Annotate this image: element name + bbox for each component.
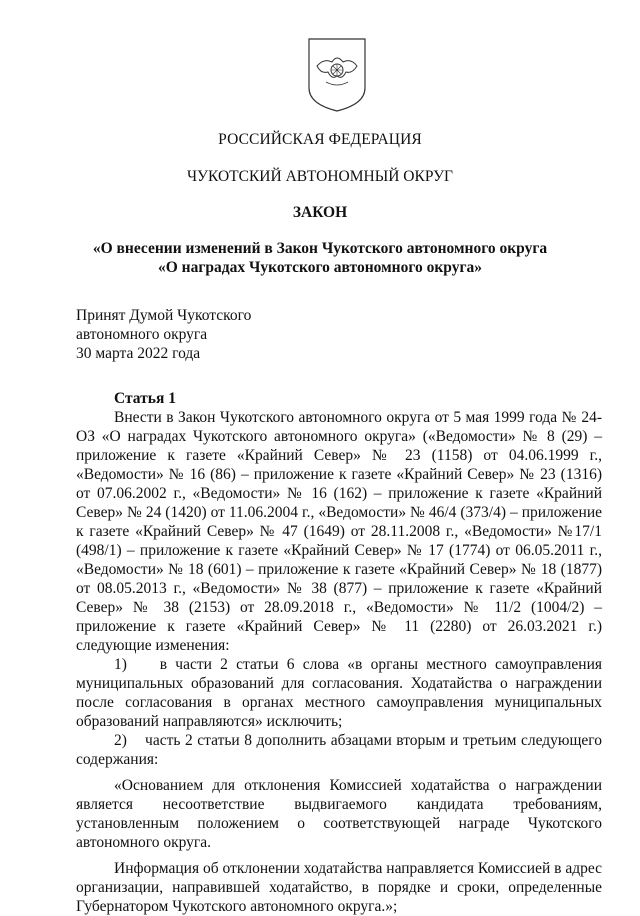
document-type-heading: ЗАКОН bbox=[292, 204, 348, 221]
quoted-paragraph-2: Информация об отклонении ходатайства направляется Комиссией в адрес организации, направившей ходатайство, в порядке и сроки, определенные Губернатором Чукотского автономного округа.»; bbox=[76, 860, 602, 915]
law-title-line-1: «О внесении изменений в Закон Чукотского автономного округа bbox=[92, 240, 548, 257]
article-heading: Статья 1 bbox=[114, 390, 176, 407]
quoted-paragraph-1: «Основанием для отклонения Комиссией ходатайства о награждении является несоответствие выдвигаемого кандидата требованиям, установленным положением о соответствующей награде Чукотского автономного округа. bbox=[76, 777, 602, 851]
adoption-line-2: автономного округа bbox=[76, 326, 208, 343]
adoption-info bbox=[76, 306, 251, 363]
law-title bbox=[0, 239, 640, 277]
adoption-date: 30 марта 2022 года bbox=[76, 345, 201, 362]
coat-of-arms-emblem bbox=[306, 36, 368, 114]
country-heading: РОССИЙСКАЯ ФЕДЕРАЦИЯ bbox=[218, 131, 422, 148]
region-heading: ЧУКОТСКИЙ АВТОНОМНЫЙ ОКРУГ bbox=[186, 168, 454, 185]
amendment-item-2: 2) часть 2 статьи 8 дополнить абзацами вторым и третьим следующего содержания: bbox=[76, 732, 602, 768]
article-intro-paragraph: Внести в Закон Чукотского автономного округа от 5 мая 1999 года № 24-ОЗ «О наградах Чукотского автономного округа» («Ведомости» № 8 (29) – приложение к газете «Крайний Север» № 23 (1158) от 04.06.1999 г., «Ведомости» № 16 (86) – приложение к газете «Крайний Север» № 23 (1316) от 07.06.2002 г., «Ведомости» № 16 (162) – приложение к газете «Крайний Север» № 24 (1420) от 11.06.2004 г., «Ведомости» № 46/4 (373/4) – приложение к газете «Крайний Север» № 47 (1649) от 28.11.2008 г., «Ведомости» №17/1 (498/1) – приложение к газете «Крайний Север» № 17 (1774) от 06.05.2011 г., «Ведомости» № 18 (601) – приложение к газете «Крайний Север» № 18 (1877) от 08.05.2013 г., «Ведомости» № 38 (877) – приложение к газете «Крайний Север» № 38 (2153) от 28.09.2018 г., «Ведомости» № 11/2 (1004/2) – приложение к газете «Крайний Север» № 11 (2280) от 26.03.2021 г.) следующие изменения: bbox=[76, 409, 602, 654]
law-title-line-2: «О наградах Чукотского автономного округа» bbox=[157, 259, 482, 276]
article-body bbox=[76, 389, 602, 916]
adoption-line-1: Принят Думой Чукотского bbox=[76, 307, 252, 324]
amendment-item-1: 1) в части 2 статьи 6 слова «в органы местного самоуправления муниципальных образований для согласования. Ходатайства о награждении после согласования в органах местного самоуправления муниципальных образований направляются» исключить; bbox=[76, 656, 602, 730]
